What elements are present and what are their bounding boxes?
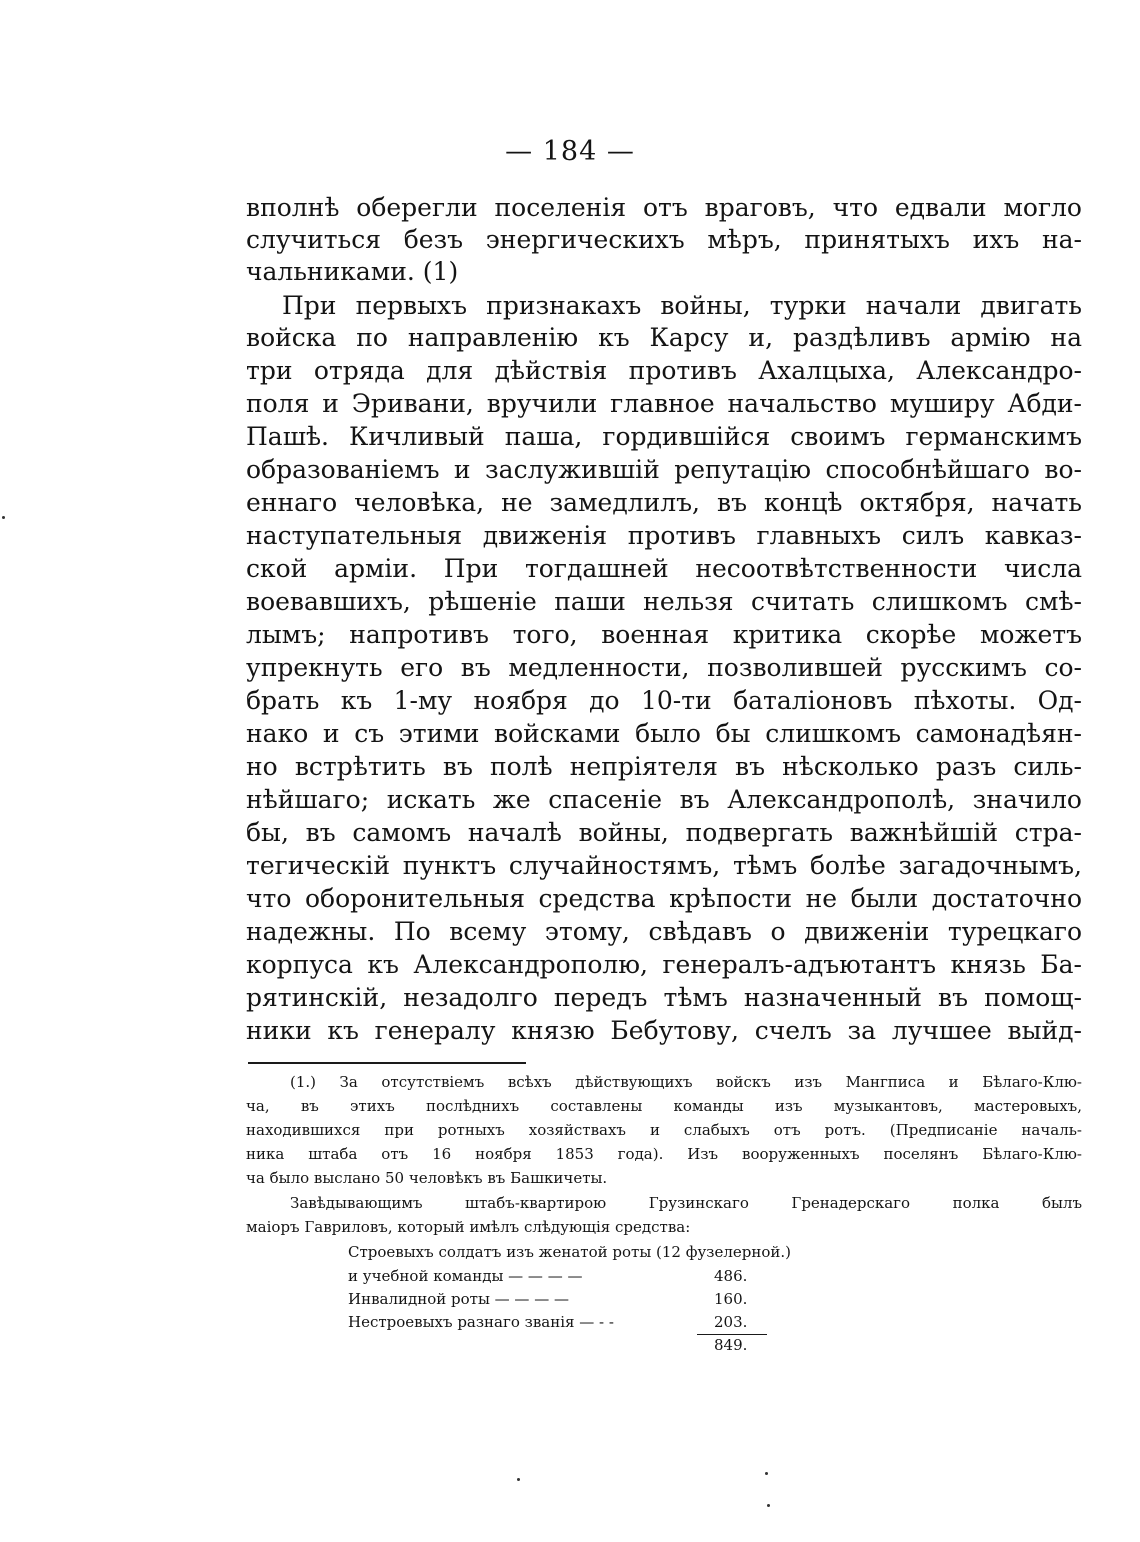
table-row [0, 1264, 1140, 1288]
body-line: ники къ генералу князю Бебутову, счелъ за лучшее выйд- [246, 1016, 1082, 1045]
footnote-rule [248, 1062, 526, 1064]
table-total: 849. [714, 1336, 748, 1354]
table-row-value: 486. [714, 1267, 748, 1285]
body-line: вполнѣ оберегли поселенія отъ враговъ, что едвали могло [246, 193, 1082, 222]
body-line: ской арміи. При тогдашней несоотвѣтственности числа [246, 554, 1082, 583]
body-line: лымъ; напротивъ того, военная критика скорѣе можетъ [246, 620, 1082, 649]
body-line: бы, въ самомъ началѣ войны, подвергать важнѣйшій стра- [246, 818, 1082, 847]
print-speck [765, 1472, 768, 1475]
body-line: воевавшихъ, рѣшеніе паши нельзя считать слишкомъ смѣ- [246, 587, 1082, 616]
body-line: три отряда для дѣйствія противъ Ахалцыха, Александро- [246, 356, 1082, 385]
footnote-line: Завѣдывающимъ штабъ-квартирою Грузинскаго Гренадерскаго полка былъ [290, 1194, 1082, 1212]
footnote-line: (1.) За отсутствіемъ всѣхъ дѣйствующихъ войскъ изъ Мангписа и Бѣлаго-Клю- [290, 1073, 1082, 1091]
print-speck [767, 1504, 770, 1507]
body-line: еннаго человѣка, не замедлилъ, въ концѣ октября, начать [246, 488, 1082, 517]
footnote-line: находившихся при ротныхъ хозяйствахъ и слабыхъ отъ ротъ. (Предписаніе началь- [246, 1121, 1082, 1139]
body-line: нѣйшаго; искать же спасеніе въ Александрополѣ, значило [246, 785, 1082, 814]
body-line: рятинскій, незадолго передъ тѣмъ назначенный въ помощ- [246, 983, 1082, 1012]
body-line: случиться безъ энергическихъ мѣръ, принятыхъ ихъ на- [246, 225, 1082, 254]
body-line: поля и Эривани, вручили главное начальство муширу Абди- [246, 389, 1082, 418]
body-line: наступательныя движенія противъ главныхъ силъ кавказ- [246, 521, 1082, 550]
table-header: Строевыхъ солдатъ изъ женатой роты (12 фузелерной.) [348, 1243, 792, 1261]
table-row-value: 203. [714, 1313, 748, 1331]
body-line: Пашѣ. Кичливый паша, гордившійся своимъ германскимъ [246, 422, 1082, 451]
body-line: надежны. По всему этому, свѣдавъ о движеніи турецкаго [246, 917, 1082, 946]
table-row [0, 1310, 1140, 1334]
table-row-label: и учебной команды — — — — [348, 1267, 583, 1285]
page-number: — 184 — [505, 136, 635, 167]
body-line: но встрѣтить въ полѣ непріятеля въ нѣсколько разъ силь- [246, 752, 1082, 781]
body-line: образованіемъ и заслужившій репутацію способнѣйшаго во- [246, 455, 1082, 484]
body-line: брать къ 1-му ноября до 10-ти баталіоновъ пѣхоты. Од- [246, 686, 1082, 715]
body-line: чальниками. (1) [246, 257, 459, 286]
print-speck [517, 1478, 520, 1481]
body-line: При первыхъ признакахъ войны, турки начали двигать [282, 291, 1082, 320]
footnote-line: маіоръ Гавриловъ, который имѣлъ слѣдующія средства: [246, 1218, 691, 1236]
body-line: корпуса къ Александрополю, генералъ-адъютантъ князь Ба- [246, 950, 1082, 979]
table-row-label: Инвалидной роты — — — — [348, 1290, 569, 1308]
body-line: тегическій пунктъ случайностямъ, тѣмъ болѣе загадочнымъ, [246, 851, 1082, 880]
body-line: войска по направленію къ Карсу и, раздѣливъ армію на [246, 323, 1082, 352]
footnote-line: ча было выслано 50 человѣкъ въ Башкичеты. [246, 1169, 608, 1187]
footnote-line: ча, въ этихъ послѣднихъ составлены команды изъ музыкантовъ, мастеровыхъ, [246, 1097, 1082, 1115]
body-line: упрекнуть его въ медленности, позволившей русскимъ со- [246, 653, 1082, 682]
table-row-value: 160. [714, 1290, 748, 1308]
print-speck [2, 516, 5, 519]
body-line: нако и съ этими войсками было бы слишкомъ самонадѣян- [246, 719, 1082, 748]
body-line: что оборонительныя средства крѣпости не были достаточно [246, 884, 1082, 913]
table-row-label: Нестроевыхъ разнаго званія — - - [348, 1313, 614, 1331]
footnote-line: ника штаба отъ 16 ноября 1853 года). Изъ вооруженныхъ поселянъ Бѣлаго-Клю- [246, 1145, 1082, 1163]
table-row [0, 1287, 1140, 1311]
